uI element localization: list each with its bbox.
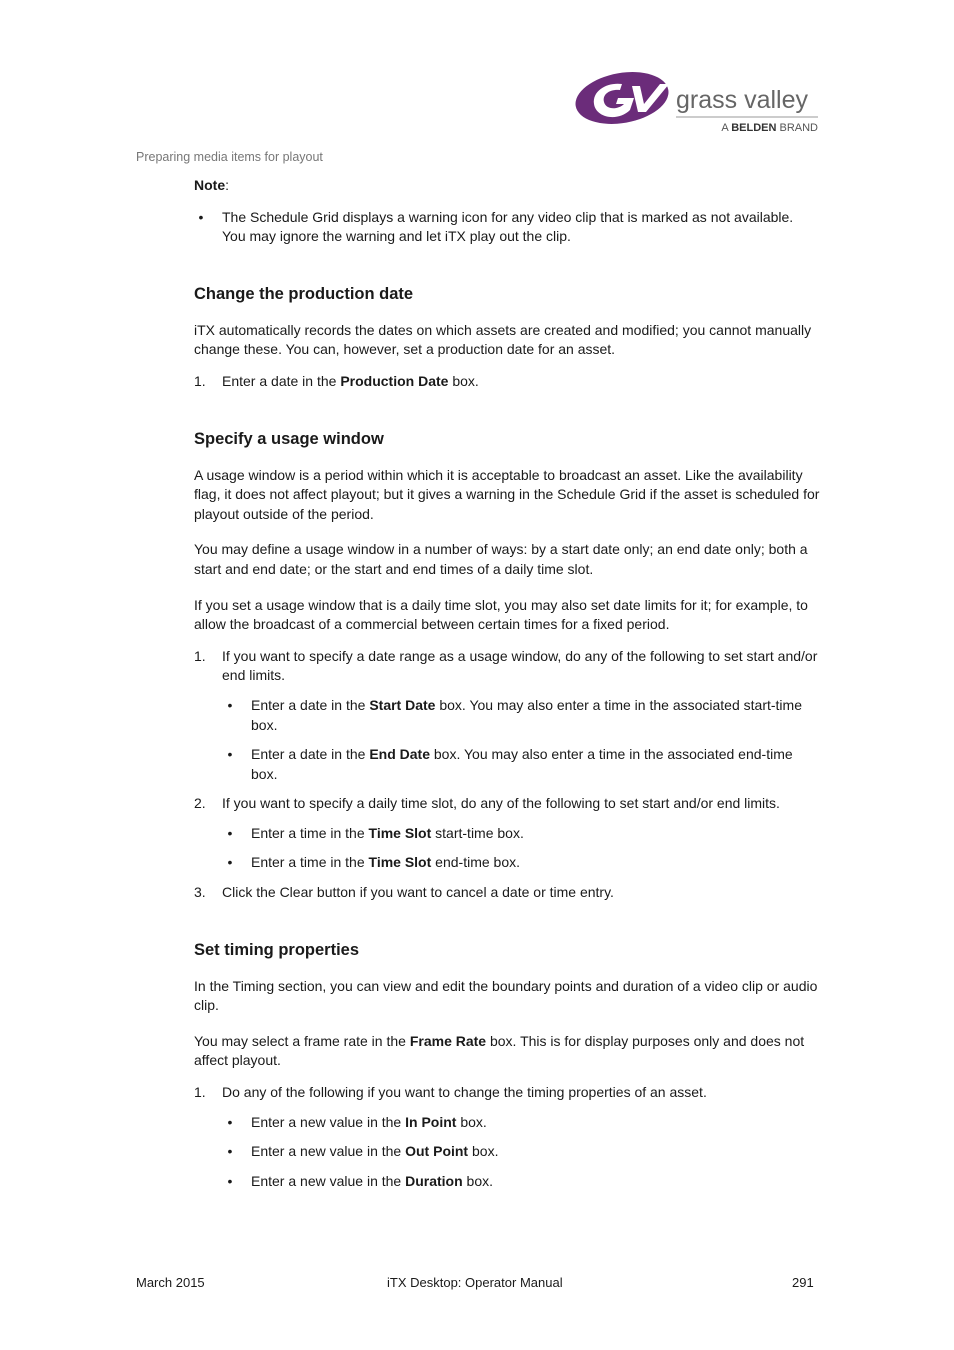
- paragraph: You may select a frame rate in the Frame Rate box. This is for display purposes only and does not affect playout.: [194, 1032, 805, 1069]
- sub-bullet: • Enter a date in the Start Date box. You may also enter a time in the associated start-time box.: [194, 696, 820, 735]
- note-bullet: • The Schedule Grid displays a warning icon for any video clip that is marked as not available. You may ignore the warning and let iTX play out the clip.: [194, 208, 820, 247]
- sub-bullet: • Enter a time in the Time Slot end-time box.: [194, 853, 820, 873]
- paragraph: You may define a usage window in a number of ways: by a start date only; an end date only; both a start and end date; or the start and end times of a daily time slot.: [194, 541, 808, 577]
- bullet-dot: •: [227, 854, 233, 871]
- sub-bullet: • Enter a new value in the Duration box.: [194, 1172, 820, 1192]
- sub-bullet: • Enter a new value in the In Point box.: [194, 1113, 820, 1133]
- paragraph: If you set a usage window that is a daily time slot, you may also set date limits for it; for example, to allow the broadcast of a commercial between certain times for a fixed period.: [194, 596, 808, 633]
- bullet-dot: •: [227, 1143, 233, 1160]
- section-heading-timing: Set timing properties: [194, 940, 360, 959]
- bullet-dot: •: [227, 1172, 233, 1189]
- logo-wordmark: grass valley: [676, 86, 808, 114]
- page-number: 291: [792, 1275, 814, 1290]
- paragraph: A usage window is a period within which it is acceptable to broadcast an asset. Like the availability flag, it does not affect playout; but it gives a warning in the Schedule Grid if the asset is scheduled for playout outside of the period.: [194, 466, 820, 522]
- step-item: 1. Enter a date in the Production Date box.: [194, 372, 479, 389]
- section-heading-usage-window: Specify a usage window: [194, 429, 384, 448]
- footer-date: March 2015: [136, 1275, 205, 1290]
- sub-bullet: • Enter a time in the Time Slot start-time box.: [194, 824, 820, 844]
- bullet-dot: •: [227, 696, 233, 713]
- note-heading: Note:: [194, 177, 230, 193]
- paragraph: In the Timing section, you can view and edit the boundary points and duration of a video clip or audio clip.: [194, 977, 818, 1014]
- page-body: [194, 176, 820, 1191]
- bullet-dot: •: [227, 746, 233, 763]
- grass-valley-logo: [574, 70, 824, 136]
- bullet-dot: •: [227, 824, 233, 841]
- step-item: 1. If you want to specify a date range as a usage window, do any of the following to set start and/or end limits.: [194, 647, 818, 684]
- bullet-dot: •: [227, 1113, 233, 1130]
- section-heading-production-date: Change the production date: [194, 284, 414, 303]
- step-item: 2. If you want to specify a daily time slot, do any of the following to set start and/or end limits.: [194, 795, 780, 812]
- running-head: Preparing media items for playout: [136, 150, 323, 164]
- step-item: 1. Do any of the following if you want to change the timing properties of an asset.: [194, 1084, 707, 1101]
- sub-bullet: • Enter a new value in the Out Point box.: [194, 1142, 820, 1162]
- bullet-dot: •: [198, 208, 204, 225]
- step-item: 3. Click the Clear button if you want to cancel a date or time entry.: [194, 884, 614, 901]
- paragraph: iTX automatically records the dates on which assets are created and modified; you cannot manually change these. You can, however, set a production date for an asset.: [194, 321, 812, 358]
- logo-tagline: A BELDEN BRAND: [721, 122, 818, 134]
- footer-title: iTX Desktop: Operator Manual: [387, 1275, 563, 1290]
- sub-bullet: • Enter a date in the End Date box. You may also enter a time in the associated end-time box.: [194, 745, 820, 784]
